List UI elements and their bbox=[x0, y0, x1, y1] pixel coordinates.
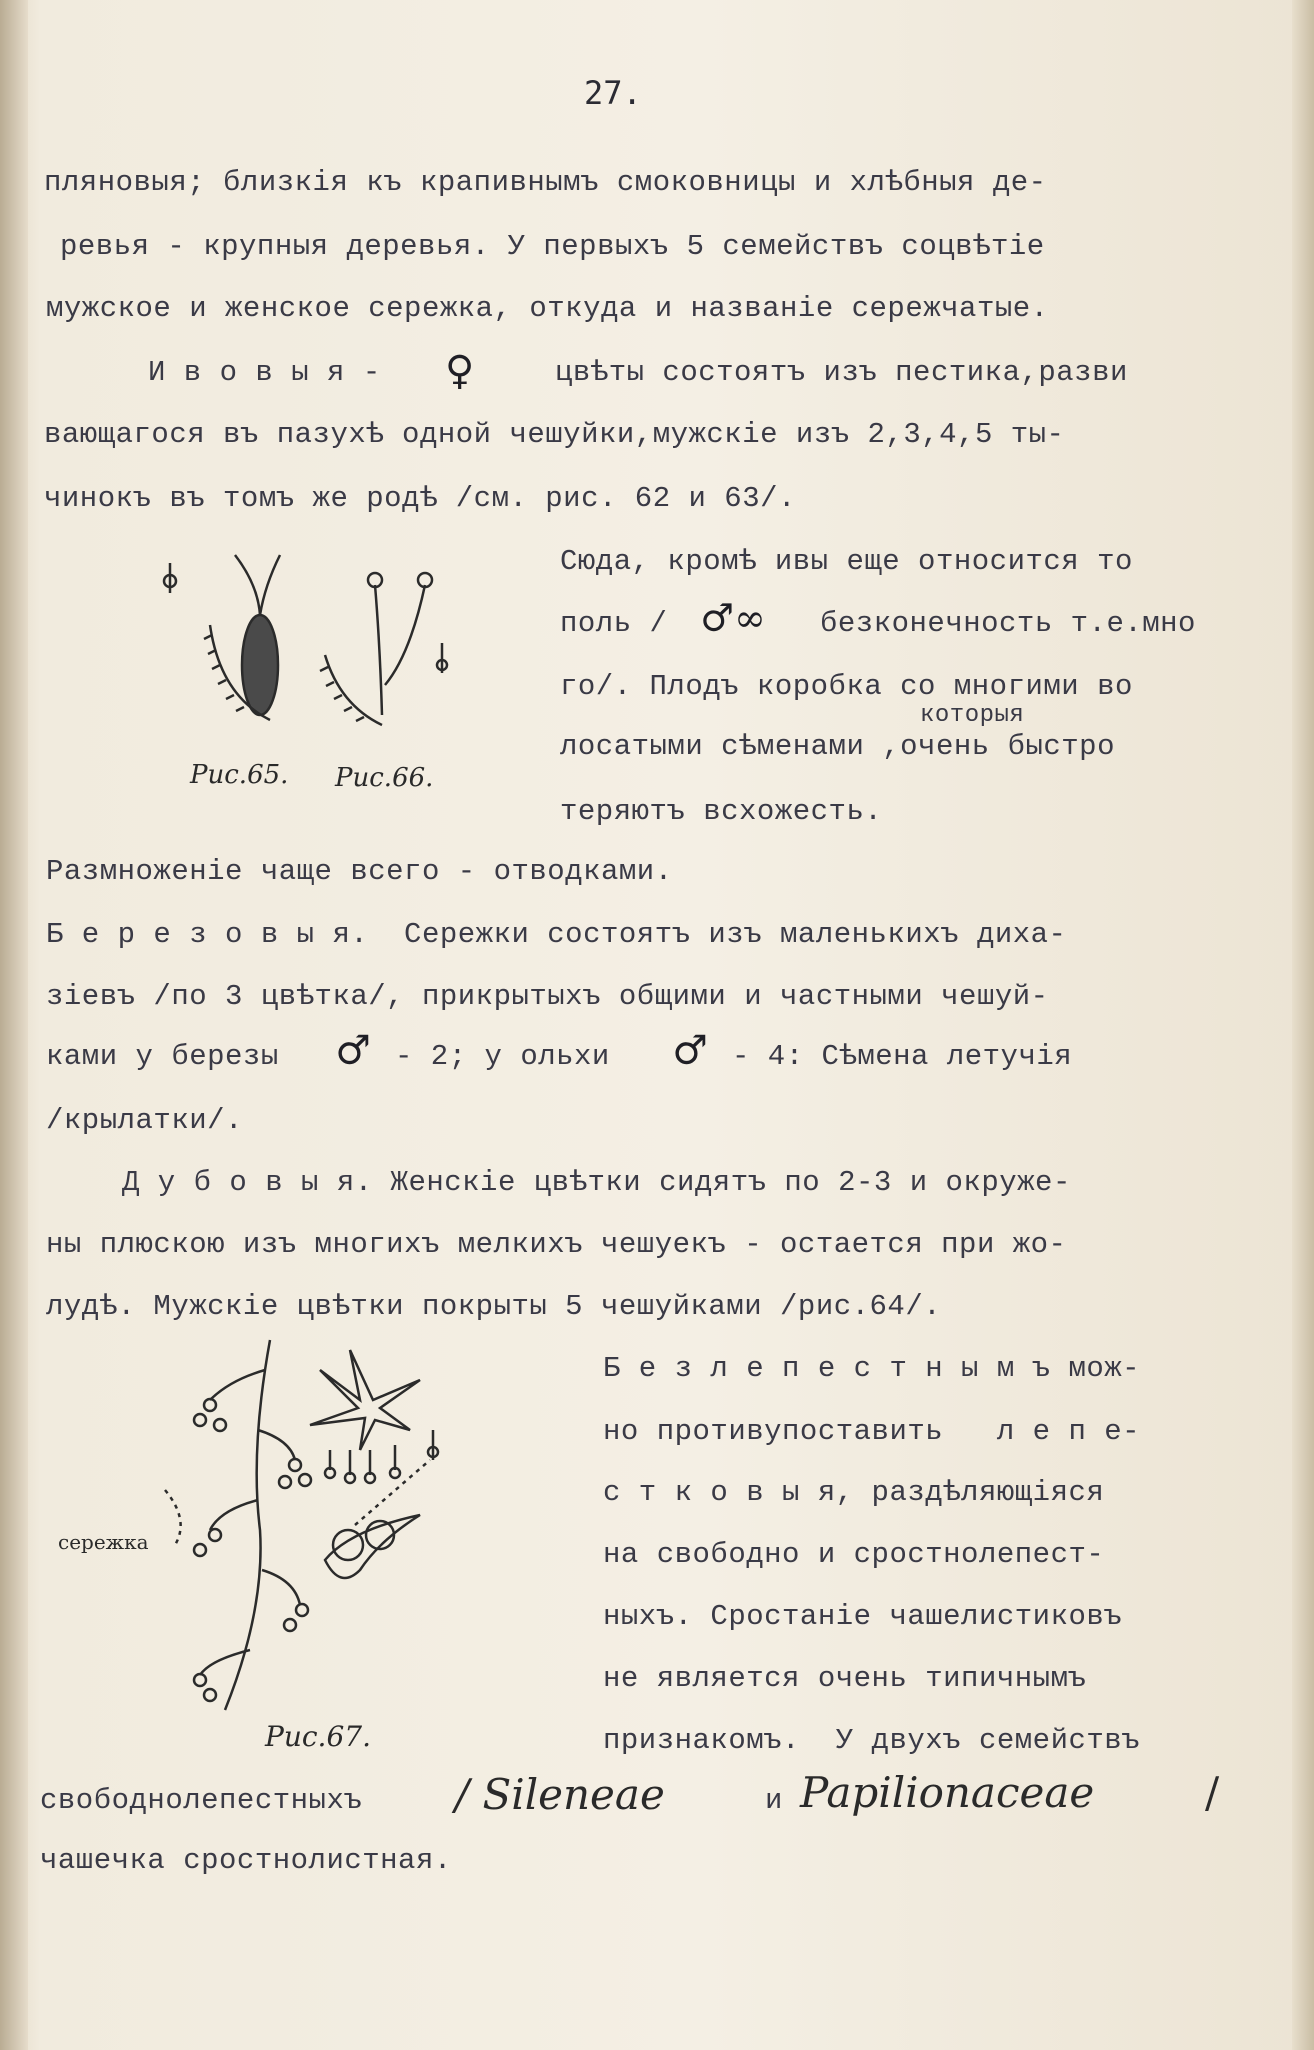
text-line-8b: безконечность т.е.мно bbox=[820, 607, 1196, 640]
text-line-22: с т к о в ы я, раздѣляющіяся bbox=[603, 1476, 1105, 1509]
text-line-6: чинокъ въ томъ же родѣ /см. рис. 62 и 63/. bbox=[44, 482, 796, 515]
handwritten-slash: / bbox=[1205, 1768, 1220, 1817]
page-right-edge bbox=[1292, 0, 1314, 2050]
text-line-16: /крылатки/. bbox=[46, 1104, 243, 1137]
text-line-8a: поль / bbox=[560, 607, 668, 640]
text-line-23: на свободно и сростнолепест- bbox=[603, 1538, 1105, 1571]
text-line-4a: И в о в ы я - bbox=[148, 356, 381, 389]
figure-67 bbox=[90, 1330, 490, 1730]
text-line-17: Д у б о в ы я. Женскіе цвѣтки сидятъ по 2-3 и окруже- bbox=[122, 1166, 1071, 1199]
figure-66-caption: Рис.66. bbox=[335, 763, 434, 793]
text-line-15b: - 2; у ольхи bbox=[395, 1040, 610, 1073]
text-line-5: вающагося въ пазухѣ одной чешуйки,мужскіе изъ 2,3,4,5 ты- bbox=[44, 418, 1065, 451]
text-line-9: го/. Плодъ коробка со многими во bbox=[560, 670, 1133, 703]
text-line-10: лосатыми сѣменами ,очень быстро bbox=[560, 730, 1115, 763]
text-line-1: пляновыя; близкія къ крапивнымъ смоковницы и хлѣбныя де- bbox=[44, 166, 1047, 199]
text-line-27a: свободнолепестныхъ bbox=[40, 1784, 363, 1817]
text-line-18: ны плюскою изъ многихъ мелкихъ чешуекъ - остается при жо- bbox=[46, 1228, 1067, 1261]
male-symbol-1: ♂ bbox=[335, 1028, 371, 1074]
text-line-7: Сюда, кромѣ ивы еще относится то bbox=[560, 545, 1133, 578]
text-line-25: не является очень типичнымъ bbox=[603, 1662, 1087, 1695]
page-number: 27. bbox=[584, 74, 642, 112]
text-line-19: лудѣ. Мужскіе цвѣтки покрыты 5 чешуйками /рис.64/. bbox=[46, 1290, 942, 1323]
text-line-27b: и bbox=[765, 1784, 783, 1817]
text-insert-kotorye: которыя bbox=[920, 702, 1025, 729]
handwritten-silene: / Sileneae bbox=[455, 1770, 665, 1819]
text-line-2: ревья - крупныя деревья. У первыхъ 5 семействъ соцвѣтіе bbox=[60, 230, 1045, 263]
text-line-21: но противупоставить л е п е- bbox=[603, 1415, 1141, 1448]
figure-65-caption: Рис.65. bbox=[190, 760, 289, 790]
text-line-11: теряютъ всхожесть. bbox=[560, 795, 883, 828]
text-line-15a: ками у березы bbox=[46, 1040, 279, 1073]
page-left-edge bbox=[0, 0, 28, 2050]
female-symbol: ♀ bbox=[445, 348, 475, 394]
text-line-15c: - 4: Сѣмена летучія bbox=[732, 1040, 1073, 1073]
text-line-14: зіевъ /по 3 цвѣтка/, прикрытыхъ общими и частными чешуй- bbox=[46, 980, 1049, 1013]
figures-65-66 bbox=[150, 545, 470, 745]
text-line-20: Б е з л е п е с т н ы м ъ мож- bbox=[603, 1352, 1141, 1385]
text-line-26: признакомъ. У двухъ семействъ bbox=[603, 1724, 1141, 1757]
figure-67-caption: Рис.67. bbox=[265, 1720, 371, 1753]
text-line-4b: цвѣты состоятъ изъ пестика,разви bbox=[555, 356, 1128, 389]
text-line-12: Размноженіе чаще всего - отводками. bbox=[46, 855, 673, 888]
catkin-label: сережка bbox=[58, 1530, 149, 1554]
handwritten-papilionaceae: Papilionaceae bbox=[800, 1768, 1095, 1817]
male-infinity-symbol: ♂∞ bbox=[700, 596, 766, 640]
male-symbol-2: ♂ bbox=[672, 1028, 708, 1074]
text-line-28: чашечка сростнолистная. bbox=[40, 1844, 452, 1877]
text-line-3: мужское и женское сережка, откуда и названіе сережчатые. bbox=[46, 292, 1049, 325]
text-line-24: ныхъ. Сростаніе чашелистиковъ bbox=[603, 1600, 1123, 1633]
text-line-13: Б е р е з о в ы я. Сережки состоятъ изъ маленькихъ диха- bbox=[46, 918, 1067, 951]
